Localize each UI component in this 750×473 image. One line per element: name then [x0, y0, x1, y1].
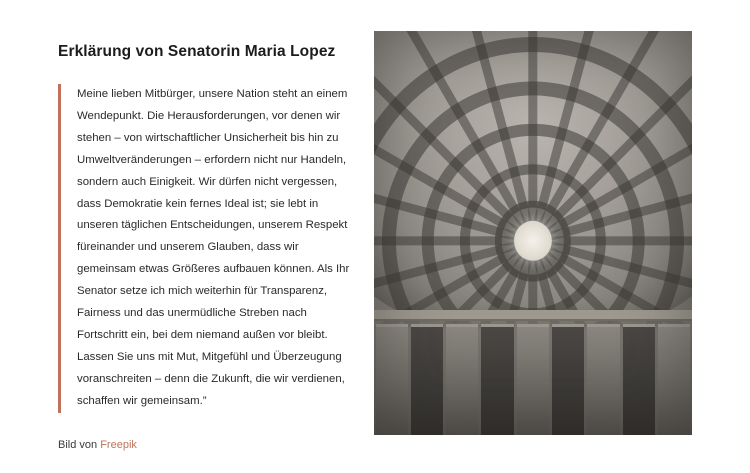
- quote-text: [77, 84, 355, 412]
- wall-column: [658, 324, 690, 435]
- wall-columns: [374, 310, 692, 435]
- dome-base-wall: [374, 310, 692, 435]
- image-credit-prefix: Bild von: [58, 438, 101, 451]
- article-image: [374, 31, 692, 435]
- wall-column: [517, 324, 549, 435]
- wall-column: [587, 324, 619, 435]
- image-credit-link[interactable]: Freepik: [100, 438, 137, 451]
- wall-column: [623, 324, 655, 435]
- wall-column: [552, 324, 584, 435]
- text-column: [0, 0, 360, 451]
- page-title: Erklärung von Senatorin Maria Lopez: [58, 43, 336, 60]
- wall-column: [411, 324, 443, 435]
- coffer-spoke: [529, 31, 612, 242]
- wall-column: [376, 324, 408, 435]
- pantheon-dome-photo: [374, 31, 692, 435]
- quote-accent-bar: [58, 84, 61, 412]
- wall-column: [446, 324, 478, 435]
- wall-column: [481, 324, 513, 435]
- image-credit: [58, 439, 360, 451]
- quote-paragraph: Meine lieben Mitbürger, unsere Nation steht an einem Wendepunkt. Die Herausforderungen, vor denen wir stehen – von wirtschaftlicher Unsicherheit bis hin zu Umweltveränderungen – erfordern nicht nur Handeln, sondern auch Einigkeit. Wir dürfen nicht vergessen, dass Demokratie kein fernes Ideal ist; sie lebt in unseren täglichen Entscheidungen, unserem Respekt füreinander und unserem Glauben, dass wir gemeinsam etwas Größeres aufbauen können. Als Ihr Senator setze ich mich weiterhin für Transparenz, Fairness und das unermüdliche Streben nach Fortschritt ein, bei dem niemand außen vor bleibt. Lassen Sie uns mit Mut, Mitgefühl und Überzeugung voranschreiten – denn die Zukunft, die wir verdienen, schaffen wir gemeinsam.”: [77, 88, 350, 407]
- quote-block: [58, 84, 360, 412]
